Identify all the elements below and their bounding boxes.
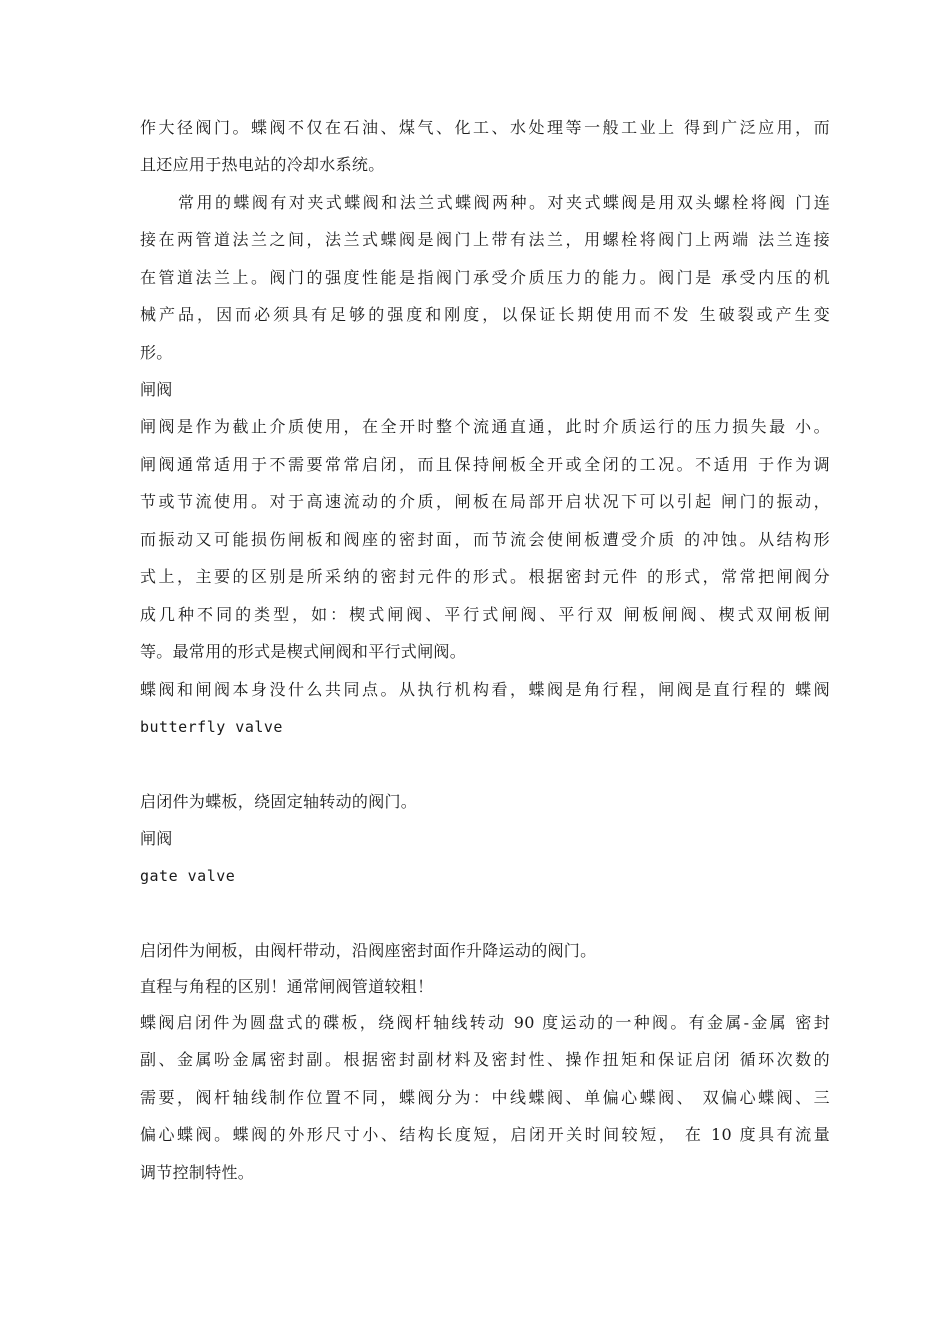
paragraph-line: 需要，阀杆轴线制作位置不同，蝶阀分为：中线蝶阀、单偏心蝶阀、 双偏心蝶阀、三 <box>140 1088 830 1107</box>
paragraph-line: 常用的蝶阀有对夹式蝶阀和法兰式蝶阀两种。对夹式蝶阀是用双头螺栓将阀 门连 <box>178 193 830 212</box>
paragraph-line: 偏心蝶阀。蝶阀的外形尺寸小、结构长度短，启闭开关时间较短， 在 10 度具有流量 <box>140 1125 830 1144</box>
paragraph-line: 闸阀是作为截止介质使用，在全开时整个流通直通，此时介质运行的压力损失最 小。 <box>140 417 830 436</box>
paragraph-line: 蝶阀和闸阀本身没什么共同点。从执行机构看，蝶阀是角行程，闸阀是直行程的 蝶阀 <box>140 680 830 699</box>
paragraph-line: 成几种不同的类型，如：楔式闸阀、平行式闸阀、平行双 闸板闸阀、楔式双闸板闸 <box>140 605 830 624</box>
paragraph-line: 在管道法兰上。阀门的强度性能是指阀门承受介质压力的能力。阀门是 承受内压的机 <box>140 268 830 287</box>
section-heading: 闸阀 <box>140 829 173 848</box>
paragraph-line: 等。最常用的形式是楔式闸阀和平行式闸阀。 <box>140 642 467 661</box>
paragraph-line: 形。 <box>140 343 173 362</box>
paragraph-line: 副、金属吩金属密封副。根据密封副材料及密封性、操作扭矩和保证启闭 循环次数的 <box>140 1050 830 1069</box>
paragraph-line: 闸阀通常适用于不需要常常启闭，而且保持闸板全开或全闭的工况。不适用 于作为调 <box>140 455 830 474</box>
paragraph-line: 蝶阀启闭件为圆盘式的碟板，绕阀杆轴线转动 90 度运动的一种阀。有金属-金属 密封 <box>140 1013 830 1032</box>
note-line: 直程与角程的区别！通常闸阀管道较粗！ <box>140 977 434 996</box>
paragraph-line: 械产品，因而必须具有足够的强度和刚度，以保证长期使用而不发 生破裂或产生变 <box>140 305 830 324</box>
paragraph-line: 且还应用于热电站的冷却水系统。 <box>140 155 385 174</box>
paragraph-line: 作大径阀门。蝶阀不仅在石油、煤气、化工、水处理等一般工业上 得到广泛应用，而 <box>140 118 830 137</box>
english-term: butterfly valve <box>140 718 283 736</box>
definition-line: 启闭件为蝶板，绕固定轴转动的阀门。 <box>140 792 418 811</box>
definition-line: 启闭件为闸板，由阀杆带动，沿阀座密封面作升降运动的阀门。 <box>140 941 597 960</box>
english-term: gate valve <box>140 867 236 885</box>
section-heading: 闸阀 <box>140 380 173 399</box>
paragraph-line: 而振动又可能损伤闸板和阀座的密封面，而节流会使闸板遭受介质 的冲蚀。从结构形 <box>140 530 830 549</box>
paragraph-line: 接在两管道法兰之间，法兰式蝶阀是阀门上带有法兰，用螺栓将阀门上两端 法兰连接 <box>140 230 830 249</box>
paragraph-line: 调节控制特性。 <box>140 1163 255 1182</box>
paragraph-line: 节或节流使用。对于高速流动的介质，闸板在局部开启状况下可以引起 闸门的振动， <box>140 492 830 511</box>
paragraph-line: 式上，主要的区别是所采纳的密封元件的形式。根据密封元件 的形式，常常把闸阀分 <box>140 567 830 586</box>
